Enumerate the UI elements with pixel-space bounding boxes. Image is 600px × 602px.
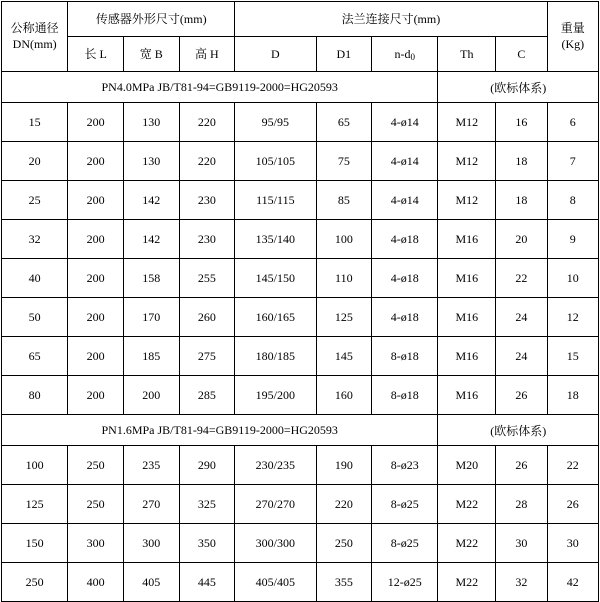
- cell-d: 300/300: [235, 524, 316, 563]
- cell-th: M16: [438, 220, 496, 259]
- table-row: [2, 298, 599, 337]
- cell-d: 195/200: [235, 376, 316, 415]
- cell-h: 255: [179, 259, 235, 298]
- cell-nd0: 4-ø14: [372, 181, 438, 220]
- cell-th: M12: [438, 103, 496, 142]
- cell-b: 200: [123, 376, 179, 415]
- cell-c: 18: [496, 142, 547, 181]
- cell-kg: 6: [547, 103, 598, 142]
- cell-kg: 8: [547, 181, 598, 220]
- cell-nd0: 8-ø25: [372, 524, 438, 563]
- cell-th: M12: [438, 181, 496, 220]
- cell-nd0: 12-ø25: [372, 563, 438, 602]
- cell-h: 445: [179, 563, 235, 602]
- cell-d: 145/150: [235, 259, 316, 298]
- section-header-row: [2, 415, 599, 446]
- section-note-pn16: (欧标体系): [438, 415, 599, 446]
- table-row: [2, 103, 599, 142]
- section-label-pn40: PN4.0MPa JB/T81-94=GB9119-2000=HG20593: [2, 72, 438, 103]
- cell-kg: 10: [547, 259, 598, 298]
- cell-l: 200: [68, 259, 124, 298]
- header-weight: [547, 2, 598, 72]
- cell-th: M22: [438, 563, 496, 602]
- header-length-l: 长 L: [68, 37, 124, 72]
- cell-h: 220: [179, 142, 235, 181]
- cell-th: M12: [438, 142, 496, 181]
- cell-b: 142: [123, 181, 179, 220]
- cell-l: 400: [68, 563, 124, 602]
- cell-kg: 12: [547, 298, 598, 337]
- cell-c: 26: [496, 446, 547, 485]
- cell-l: 250: [68, 485, 124, 524]
- cell-kg: 42: [547, 563, 598, 602]
- cell-kg: 30: [547, 524, 598, 563]
- cell-d1: 65: [316, 103, 372, 142]
- cell-d1: 220: [316, 485, 372, 524]
- cell-d: 270/270: [235, 485, 316, 524]
- cell-l: 200: [68, 298, 124, 337]
- cell-kg: 15: [547, 337, 598, 376]
- header-weight-title: 重量: [560, 20, 585, 35]
- table-row: [2, 485, 599, 524]
- header-bolt-holes: [372, 37, 438, 72]
- table-row: [2, 220, 599, 259]
- cell-b: 130: [123, 103, 179, 142]
- cell-dn: 100: [2, 446, 68, 485]
- header-bolt-holes-subscript: 0: [410, 51, 416, 62]
- cell-d: 180/185: [235, 337, 316, 376]
- header-bolt-holes-text: n-d: [394, 46, 411, 61]
- cell-nd0: 8-ø18: [372, 376, 438, 415]
- table-header-row-sub: [2, 37, 599, 72]
- cell-d1: 125: [316, 298, 372, 337]
- cell-c: 18: [496, 181, 547, 220]
- table-row: [2, 142, 599, 181]
- header-weight-unit: (Kg): [561, 36, 585, 51]
- cell-b: 170: [123, 298, 179, 337]
- cell-l: 200: [68, 181, 124, 220]
- table-header-row-top: [2, 2, 599, 37]
- cell-nd0: 8-ø25: [372, 485, 438, 524]
- cell-b: 142: [123, 220, 179, 259]
- cell-c: 28: [496, 485, 547, 524]
- cell-h: 275: [179, 337, 235, 376]
- cell-b: 158: [123, 259, 179, 298]
- cell-nd0: 4-ø14: [372, 103, 438, 142]
- cell-nd0: 4-ø18: [372, 259, 438, 298]
- cell-th: M20: [438, 446, 496, 485]
- header-flange-dimensions: 法兰连接尺寸(mm): [235, 2, 547, 37]
- header-height-h: 高 H: [179, 37, 235, 72]
- header-diameter-d: D: [235, 37, 316, 72]
- cell-h: 230: [179, 220, 235, 259]
- cell-d: 115/115: [235, 181, 316, 220]
- header-sensor-dimensions: 传感器外形尺寸(mm): [68, 2, 235, 37]
- cell-h: 220: [179, 103, 235, 142]
- cell-d: 135/140: [235, 220, 316, 259]
- cell-th: M16: [438, 337, 496, 376]
- cell-dn: 125: [2, 485, 68, 524]
- cell-nd0: 4-ø14: [372, 142, 438, 181]
- cell-d1: 190: [316, 446, 372, 485]
- section-header-row: [2, 72, 599, 103]
- cell-c: 24: [496, 298, 547, 337]
- cell-l: 250: [68, 446, 124, 485]
- table-row: [2, 563, 599, 602]
- header-nominal-diameter-title: 公称通径: [10, 20, 59, 35]
- cell-c: 16: [496, 103, 547, 142]
- table-row: [2, 446, 599, 485]
- cell-d1: 85: [316, 181, 372, 220]
- cell-h: 290: [179, 446, 235, 485]
- cell-c: 22: [496, 259, 547, 298]
- header-width-b: 宽 B: [123, 37, 179, 72]
- cell-c: 32: [496, 563, 547, 602]
- section-label-pn16: PN1.6MPa JB/T81-94=GB9119-2000=HG20593: [2, 415, 438, 446]
- cell-d1: 160: [316, 376, 372, 415]
- cell-d1: 75: [316, 142, 372, 181]
- cell-th: M16: [438, 376, 496, 415]
- cell-b: 300: [123, 524, 179, 563]
- cell-d1: 250: [316, 524, 372, 563]
- cell-c: 26: [496, 376, 547, 415]
- cell-th: M16: [438, 298, 496, 337]
- cell-nd0: 8-ø18: [372, 337, 438, 376]
- cell-h: 285: [179, 376, 235, 415]
- cell-kg: 9: [547, 220, 598, 259]
- cell-nd0: 4-ø18: [372, 220, 438, 259]
- cell-l: 300: [68, 524, 124, 563]
- cell-th: M22: [438, 485, 496, 524]
- cell-kg: 22: [547, 446, 598, 485]
- cell-b: 405: [123, 563, 179, 602]
- cell-kg: 26: [547, 485, 598, 524]
- cell-l: 200: [68, 220, 124, 259]
- cell-th: M16: [438, 259, 496, 298]
- table-row: [2, 181, 599, 220]
- header-nominal-diameter: [2, 2, 68, 72]
- cell-h: 325: [179, 485, 235, 524]
- header-nominal-diameter-unit: DN(mm): [12, 36, 57, 51]
- cell-l: 200: [68, 142, 124, 181]
- cell-c: 30: [496, 524, 547, 563]
- cell-h: 230: [179, 181, 235, 220]
- header-diameter-d1: D1: [316, 37, 372, 72]
- section-note-pn40: (欧标体系): [438, 72, 599, 103]
- table-row: [2, 524, 599, 563]
- cell-d: 160/165: [235, 298, 316, 337]
- cell-nd0: 8-ø23: [372, 446, 438, 485]
- cell-b: 235: [123, 446, 179, 485]
- cell-dn: 80: [2, 376, 68, 415]
- cell-dn: 32: [2, 220, 68, 259]
- cell-th: M22: [438, 524, 496, 563]
- cell-kg: 18: [547, 376, 598, 415]
- cell-d: 405/405: [235, 563, 316, 602]
- cell-b: 185: [123, 337, 179, 376]
- cell-d1: 100: [316, 220, 372, 259]
- cell-l: 200: [68, 103, 124, 142]
- cell-dn: 250: [2, 563, 68, 602]
- cell-b: 130: [123, 142, 179, 181]
- cell-nd0: 4-ø18: [372, 298, 438, 337]
- cell-d1: 355: [316, 563, 372, 602]
- cell-dn: 150: [2, 524, 68, 563]
- cell-l: 200: [68, 337, 124, 376]
- cell-d: 230/235: [235, 446, 316, 485]
- cell-h: 350: [179, 524, 235, 563]
- cell-dn: 65: [2, 337, 68, 376]
- header-thickness-c: C: [496, 37, 547, 72]
- cell-kg: 7: [547, 142, 598, 181]
- cell-c: 24: [496, 337, 547, 376]
- cell-d: 105/105: [235, 142, 316, 181]
- cell-c: 20: [496, 220, 547, 259]
- table-row: [2, 376, 599, 415]
- specification-table: [1, 1, 599, 602]
- table-row: [2, 337, 599, 376]
- cell-dn: 50: [2, 298, 68, 337]
- cell-dn: 15: [2, 103, 68, 142]
- cell-l: 200: [68, 376, 124, 415]
- cell-d: 95/95: [235, 103, 316, 142]
- header-thread-th: Th: [438, 37, 496, 72]
- cell-dn: 25: [2, 181, 68, 220]
- table-row: [2, 259, 599, 298]
- cell-d1: 145: [316, 337, 372, 376]
- cell-h: 260: [179, 298, 235, 337]
- cell-d1: 110: [316, 259, 372, 298]
- cell-dn: 20: [2, 142, 68, 181]
- cell-dn: 40: [2, 259, 68, 298]
- cell-b: 270: [123, 485, 179, 524]
